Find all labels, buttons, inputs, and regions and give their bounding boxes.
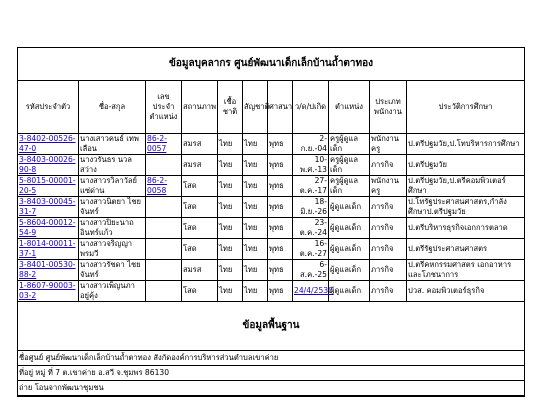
position-number-cell <box>146 260 182 281</box>
table-row <box>18 197 525 218</box>
position-number-cell <box>146 281 182 302</box>
marital-status-cell: โสด <box>182 197 218 218</box>
position-cell: ผู้ดูแลเด็ก <box>329 197 370 218</box>
id-cell[interactable]: 3-8403-00045-31-7 <box>18 197 79 218</box>
header-employee-type: ประเภทพนักงาน <box>370 81 407 134</box>
header-position: ตำแหน่ง <box>329 81 370 134</box>
position-cell: ครูผู้ดูแลเด็ก <box>329 134 370 155</box>
position-cell: ผู้ดูแลเด็ก <box>329 239 370 260</box>
birth-date-cell: 23-ต.ค.-24 <box>293 218 329 239</box>
race-cell: ไทย <box>218 176 243 197</box>
table-row <box>18 218 525 239</box>
id-cell[interactable]: 3-8401-00530-88-2 <box>18 260 79 281</box>
header-education: ประวัติการศึกษา <box>407 81 525 134</box>
name-cell: นางสาวเพ็ญนภา อยู่คุ้ง <box>79 281 146 302</box>
nationality-cell: ไทย <box>243 260 268 281</box>
table-row <box>18 260 525 281</box>
name-cell: นางสาวนิตยา ไชยจันทร์ <box>79 197 146 218</box>
education-cell: ป.ตรีปฐมวัย,ป.ตรีคอมพิวเตอร์ศึกษา <box>407 176 525 197</box>
table-row <box>18 281 525 302</box>
header-position-number: เลขประจำตำแหน่ง <box>146 81 182 134</box>
table-body <box>18 134 525 302</box>
religion-cell: พุทธ <box>268 239 293 260</box>
birth-date-cell: 27-ต.ค.-17 <box>293 176 329 197</box>
table-row <box>18 176 525 197</box>
religion-cell: พุทธ <box>268 260 293 281</box>
religion-cell: พุทธ <box>268 197 293 218</box>
header-race: เชื้อชาติ <box>218 81 243 134</box>
nationality-cell: ไทย <box>243 134 268 155</box>
header-nationality: สัญชาติ <box>243 81 268 134</box>
marital-status-cell: สมรส <box>182 155 218 176</box>
employee-type-cell: ภารกิจ <box>370 197 407 218</box>
center-name-line: ชื่อศูนย์ ศูนย์พัฒนาเด็กเล็กบ้านถ้ำตาทอง สังกัดองค์การบริหารส่วนตำบลเขาค่าย <box>18 351 525 366</box>
position-number-cell <box>146 155 182 176</box>
section-title: ข้อมูลพื้นฐาน <box>18 302 525 351</box>
race-cell: ไทย <box>218 197 243 218</box>
marital-status-cell: โสด <box>182 281 218 302</box>
id-cell[interactable]: 5-8015-00001-20-5 <box>18 176 79 197</box>
education-cell: ป.ตรีปฐมวัย <box>407 155 525 176</box>
id-cell[interactable]: 1-8607-90003-03-2 <box>18 281 79 302</box>
education-cell: ป.โทรัฐประศาสนศาสตร,กำลังศึกษาป.ตรีปฐมวัย <box>407 197 525 218</box>
race-cell: ไทย <box>218 239 243 260</box>
education-cell: ป.ตรีปฐมวัย,ป.โทบริหารการศึกษา <box>407 134 525 155</box>
race-cell: ไทย <box>218 155 243 176</box>
id-cell[interactable]: 1-8014-00011-37-1 <box>18 239 79 260</box>
table-row <box>18 155 525 176</box>
header-name: ชื่อ-สกุล <box>79 81 146 134</box>
header-birth-date: ว/ด/ปเกิด <box>293 81 329 134</box>
nationality-cell: ไทย <box>243 197 268 218</box>
position-number-cell <box>146 239 182 260</box>
marital-status-cell: โสด <box>182 176 218 197</box>
race-cell: ไทย <box>218 218 243 239</box>
position-number-cell <box>146 197 182 218</box>
marital-status-cell: โสด <box>182 239 218 260</box>
id-cell[interactable]: 5-8604-00012-54-9 <box>18 218 79 239</box>
position-cell: ผู้ดูแลเด็ก <box>329 260 370 281</box>
nationality-cell: ไทย <box>243 239 268 260</box>
education-cell: ปวส. คอมพิวเตอร์ธุรกิจ <box>407 281 525 302</box>
nationality-cell: ไทย <box>243 281 268 302</box>
position-number-cell[interactable]: 86-2-0058 <box>146 176 182 197</box>
name-cell: นางสาวจริญญา พรมวี <box>79 239 146 260</box>
employee-type-cell: พนักงานครู <box>370 134 407 155</box>
marital-status-cell: สมรส <box>182 260 218 281</box>
employee-type-cell: ภารกิจ <box>370 218 407 239</box>
religion-cell: พุทธ <box>268 134 293 155</box>
birth-date-cell: 6-ส.ค.-25 <box>293 260 329 281</box>
religion-cell: พุทธ <box>268 155 293 176</box>
table-row <box>18 239 525 260</box>
position-cell: ผู้ดูแลเด็ก <box>329 281 370 302</box>
race-cell: ไทย <box>218 260 243 281</box>
race-cell: ไทย <box>218 134 243 155</box>
employee-type-cell: ภารกิจ <box>370 155 407 176</box>
position-cell: ผู้ดูแลเด็ก <box>329 218 370 239</box>
name-cell: นางเสาวคนธ์ เทพเลือน <box>79 134 146 155</box>
personnel-table <box>17 47 525 397</box>
education-cell: ป.ตรีคหกรรมศาสตร เอกอาหารและโภชนาการ <box>407 260 525 281</box>
sheet-title: ข้อมูลบุคลากร ศูนย์พัฒนาเด็กเล็กบ้านถ้ำตาทอง <box>18 48 525 81</box>
name-cell: นางวรันธร นวลสว่าง <box>79 155 146 176</box>
birth-date-cell: 18-มิ.ย.-26 <box>293 197 329 218</box>
id-cell[interactable]: 3-8402-00526-47-0 <box>18 134 79 155</box>
position-cell: ครูผู้ดูแลเด็ก <box>329 176 370 197</box>
name-cell: นางสาวรวิลาวัลย์ แซ่ด่าน <box>79 176 146 197</box>
name-cell: นางสาวปิยะนาถ อินทร์แก้ว <box>79 218 146 239</box>
religion-cell: พุทธ <box>268 281 293 302</box>
education-cell: ป.ตรีบริหารธุรกิจเอกการตลาด <box>407 218 525 239</box>
position-cell: ครูผู้ดูแลเด็ก <box>329 155 370 176</box>
marital-status-cell: สมรส <box>182 134 218 155</box>
education-cell: ป.ตรีรัฐประศาสนศาสตร <box>407 239 525 260</box>
birth-date-cell: 16-ต.ค.-27 <box>293 239 329 260</box>
header-id: รหัสประจำตัว <box>18 81 79 134</box>
address-line: ที่อยู่ หมู่ ที่ 7 ต.เขาค่าย อ.สวี จ.ชุมพร 86130 <box>18 366 525 381</box>
employee-type-cell: พนักงานครู <box>370 176 407 197</box>
nationality-cell: ไทย <box>243 155 268 176</box>
name-cell: นางสาวรัชดา ไชยจันทร์ <box>79 260 146 281</box>
table-footer-gap <box>18 396 525 397</box>
position-number-cell[interactable]: 86-2-0057 <box>146 134 182 155</box>
employee-type-cell: ภารกิจ <box>370 281 407 302</box>
id-cell[interactable]: 3-8403-00026-90-8 <box>18 155 79 176</box>
nationality-cell: ไทย <box>243 218 268 239</box>
position-number-cell <box>146 218 182 239</box>
religion-cell: พุทธ <box>268 218 293 239</box>
table-row <box>18 134 525 155</box>
marital-status-cell: โสด <box>182 218 218 239</box>
nationality-cell: ไทย <box>243 176 268 197</box>
race-cell: ไทย <box>218 281 243 302</box>
birth-date-cell[interactable]: 24/4/2530 <box>293 281 329 302</box>
birth-date-cell: 2-ก.ย.-04 <box>293 134 329 155</box>
employee-type-cell: ภารกิจ <box>370 260 407 281</box>
religion-cell: พุทธ <box>268 176 293 197</box>
header-marital-status: สถานภาพ <box>182 81 218 134</box>
header-religion: ศาสนา <box>268 81 293 134</box>
transfer-line: ถ่าย โอนจากพัฒนาชุมชน <box>18 381 525 396</box>
birth-date-cell: 10-พ.ศ.-13 <box>293 155 329 176</box>
employee-type-cell: ภารกิจ <box>370 239 407 260</box>
